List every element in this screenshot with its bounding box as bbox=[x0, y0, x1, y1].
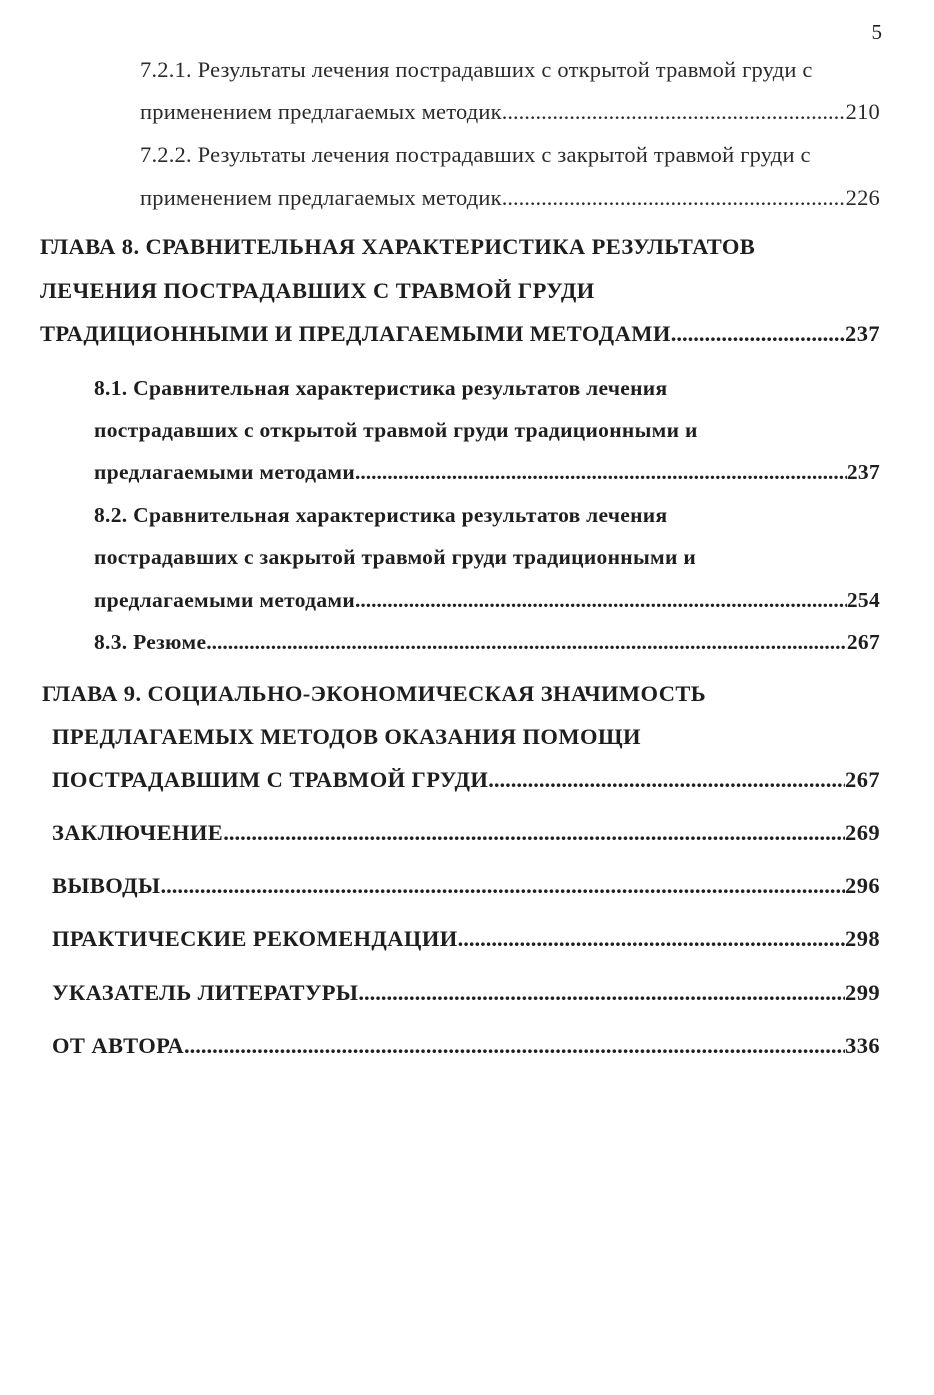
toc-entry-line: ГЛАВА 8. СРАВНИТЕЛЬНАЯ ХАРАКТЕРИСТИКА РЕЗУЛЬТАТОВ bbox=[40, 234, 756, 259]
toc-entry-line: пострадавших с закрытой травмой груди традиционными и bbox=[94, 545, 697, 569]
toc-entry-title: ПРАКТИЧЕСКИЕ РЕКОМЕНДАЦИИ bbox=[52, 926, 458, 951]
dot-leader bbox=[184, 1033, 845, 1059]
toc-entry-title: ЗАКЛЮЧЕНИЕ bbox=[52, 820, 224, 845]
dot-leader bbox=[355, 460, 847, 485]
toc-page-number: 269 bbox=[845, 820, 880, 845]
toc-entry-findings bbox=[52, 873, 880, 899]
toc-entry-line: 8.1. Сравнительная характеристика результатов лечения bbox=[94, 376, 668, 400]
toc-page-number: 254 bbox=[846, 588, 880, 612]
toc-entry-recommendations bbox=[52, 926, 880, 952]
toc-page-number: 336 bbox=[845, 1033, 880, 1058]
toc-page-number: 226 bbox=[845, 185, 880, 210]
toc-entry-line bbox=[140, 99, 880, 125]
dot-leader bbox=[502, 185, 846, 211]
toc-entry-conclusion bbox=[52, 820, 880, 846]
dot-leader bbox=[206, 630, 847, 655]
toc-entry-line: ГЛАВА 9. СОЦИАЛЬНО-ЭКОНОМИЧЕСКАЯ ЗНАЧИМОСТЬ bbox=[42, 681, 707, 706]
toc-page-number: 299 bbox=[845, 980, 880, 1005]
toc-entry-title: УКАЗАТЕЛЬ ЛИТЕРАТУРЫ bbox=[52, 980, 359, 1005]
toc-entry-line: 7.2.1. Результаты лечения пострадавших с открытой травмой груди с bbox=[140, 57, 813, 82]
toc-page-number: 210 bbox=[845, 99, 880, 124]
toc-entry-line: ЛЕЧЕНИЯ ПОСТРАДАВШИХ С ТРАВМОЙ ГРУДИ bbox=[40, 278, 595, 303]
toc-entry-title: ОТ АВТОРА bbox=[52, 1033, 185, 1058]
toc-entry-title: ВЫВОДЫ bbox=[52, 873, 161, 898]
toc-entry-title: применением предлагаемых методик bbox=[140, 185, 502, 210]
dot-leader bbox=[502, 99, 846, 125]
toc-entry-references bbox=[52, 980, 880, 1006]
toc-entry-title: ТРАДИЦИОННЫМИ И ПРЕДЛАГАЕМЫМИ МЕТОДАМИ bbox=[40, 321, 671, 346]
toc-entry-from-author bbox=[52, 1033, 880, 1059]
toc-entry-line bbox=[52, 767, 880, 793]
toc-entry-line bbox=[94, 460, 880, 485]
dot-leader bbox=[160, 873, 845, 899]
dot-leader bbox=[358, 980, 845, 1006]
toc-entry-line bbox=[94, 630, 880, 655]
toc-page-number: 267 bbox=[845, 767, 880, 792]
page-number: 5 bbox=[871, 20, 882, 44]
toc-entry-line: пострадавших с открытой травмой груди традиционными и bbox=[94, 418, 698, 442]
toc-entry-title: предлагаемыми методами bbox=[94, 460, 356, 484]
toc-entry-title: предлагаемыми методами bbox=[94, 588, 356, 612]
toc-entry-line: ПРЕДЛАГАЕМЫХ МЕТОДОВ ОКАЗАНИЯ ПОМОЩИ bbox=[52, 724, 641, 749]
toc-entry-title: применением предлагаемых методик bbox=[140, 99, 502, 124]
toc-entry-line bbox=[40, 321, 880, 347]
toc-page-number: 298 bbox=[845, 926, 880, 951]
dot-leader bbox=[355, 588, 847, 613]
toc-entry-title: ПОСТРАДАВШИМ С ТРАВМОЙ ГРУДИ bbox=[52, 767, 489, 792]
dot-leader bbox=[671, 321, 845, 347]
toc-page-number: 237 bbox=[846, 460, 880, 484]
toc-entry-line: 8.2. Сравнительная характеристика результатов лечения bbox=[94, 503, 668, 527]
toc-entry-line: 7.2.2. Результаты лечения пострадавших с закрытой травмой груди с bbox=[140, 142, 811, 167]
toc-entry-title: 8.3. Резюме bbox=[94, 630, 207, 654]
dot-leader bbox=[488, 767, 845, 793]
dot-leader bbox=[458, 926, 845, 952]
toc-entry-line bbox=[94, 588, 880, 613]
toc-page-number: 296 bbox=[845, 873, 880, 898]
dot-leader bbox=[223, 820, 845, 846]
toc-page-number: 237 bbox=[845, 321, 880, 346]
toc-page-number: 267 bbox=[846, 630, 880, 654]
toc-entry-line bbox=[140, 185, 880, 211]
